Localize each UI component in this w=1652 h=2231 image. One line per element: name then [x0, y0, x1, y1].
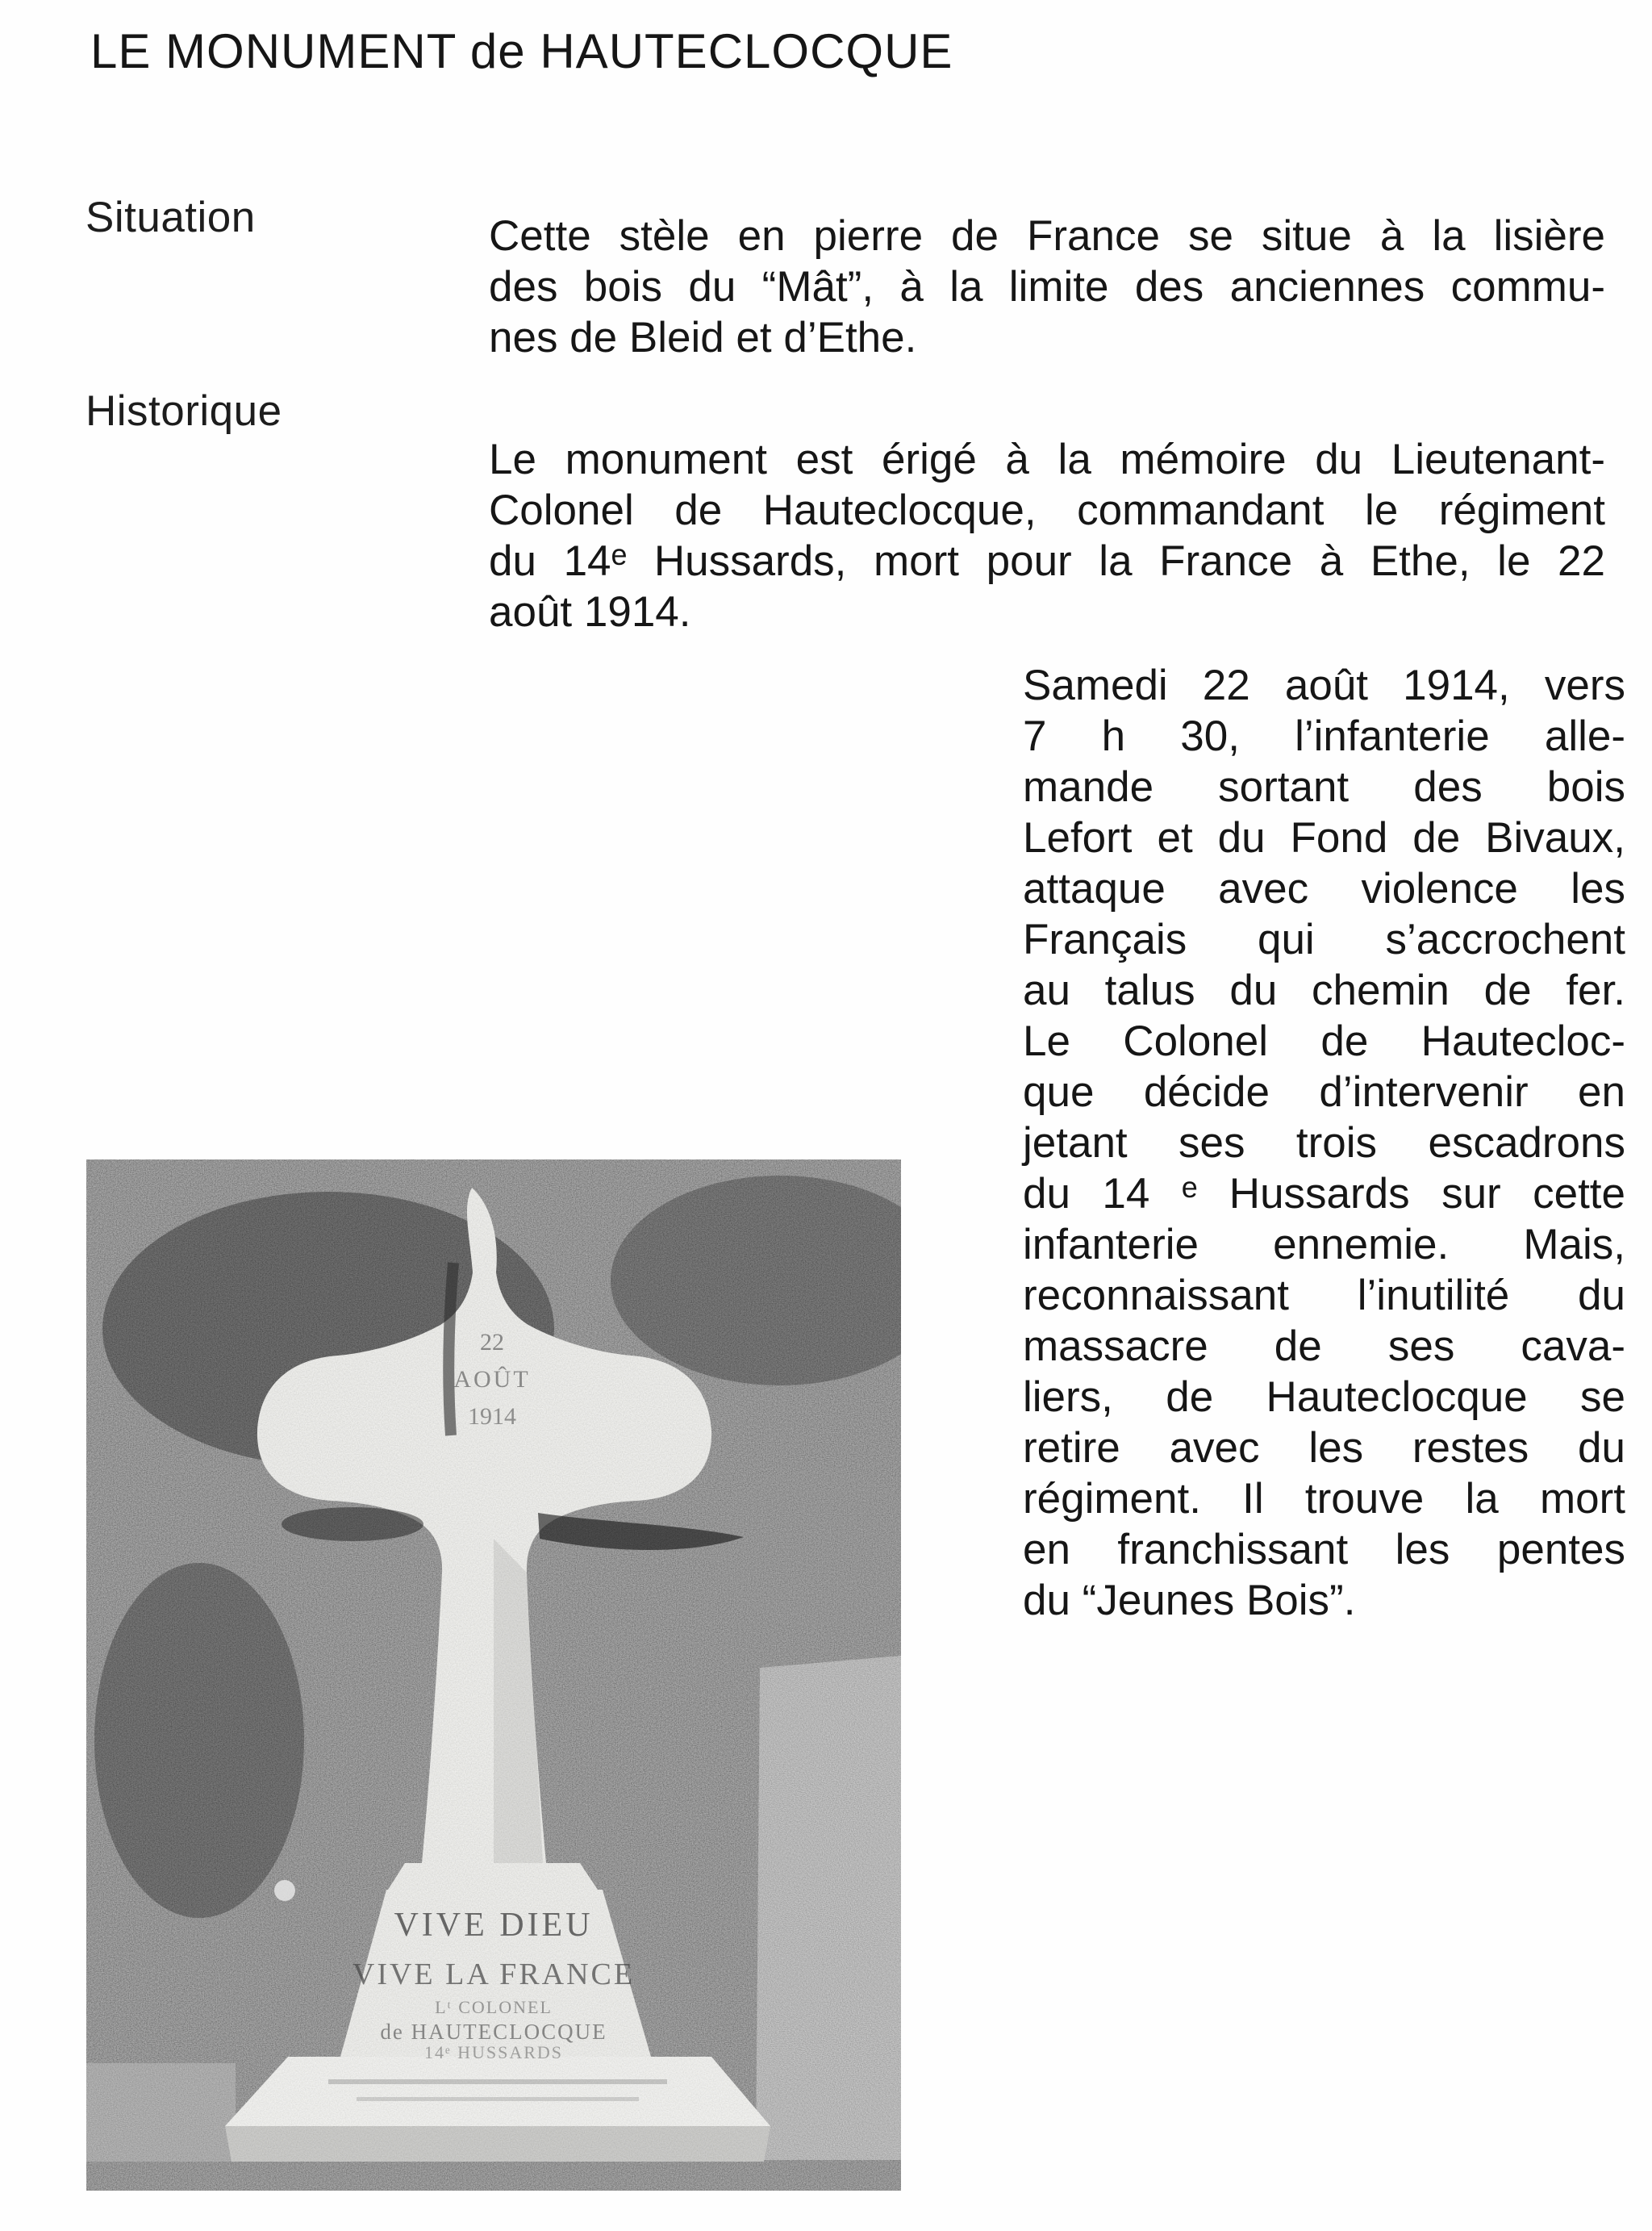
- pedestal-dedication-rank: Lᵗ COLONEL: [435, 1997, 553, 2017]
- cross-inscription-day: 22: [480, 1329, 504, 1356]
- slab-faint-text-line: [328, 2079, 667, 2084]
- section-heading-situation: Situation: [86, 194, 256, 241]
- left-arm-shadow: [282, 1507, 423, 1541]
- monument-photo: [86, 1159, 901, 2191]
- cross-inscription-month: AOÛT: [453, 1366, 531, 1393]
- monument-neck-step: [388, 1863, 598, 1890]
- grass-texture-left: [86, 2063, 236, 2162]
- cross-crack-shadow: [448, 1263, 453, 1435]
- pedestal-motto-line2: VIVE LA FRANCE: [352, 1957, 636, 1991]
- foliage-shadow-patch: [94, 1563, 304, 1918]
- slab-front-shade: [225, 2126, 770, 2162]
- page-title: LE MONUMENT de HAUTECLOCQUE: [90, 24, 953, 78]
- pedestal-motto-line1: VIVE DIEU: [394, 1907, 594, 1944]
- section-heading-historique: Historique: [86, 387, 282, 435]
- pedestal-dedication-name: de HAUTECLOCQUE: [380, 2020, 607, 2044]
- monument-photo-image: [86, 1159, 901, 2191]
- grass-texture-right: [756, 1656, 901, 2160]
- situation-paragraph: Cette stèle en pierre de France se situe à la lisière des bois du “Mât”, à la limite des anciennes commu- nes de Bleid et d’Ethe.: [489, 212, 1605, 361]
- slab-highlight: [225, 2057, 770, 2126]
- flower-highlight: [274, 1880, 295, 1901]
- narrative-paragraph: Samedi 22 août 1914, vers 7 h 30, l’infanterie alle- mande sortant des bois Lefort et du Fond de Bivaux, attaque avec violence les Français qui s’accrochent au talus du chemin de fer. Le Colonel de Hautecloc- que décide d’intervenir en jetant ses trois escadrons du 14 ᵉ Hussards sur cette infanterie ennemie. Mais, reconnaissant l’inutilité du massacre de ses cava- liers, de Hauteclocque se retire avec les restes du régiment. Il trouve la mort en franchissant les pentes du “Jeunes Bois”.: [1023, 662, 1625, 1624]
- pedestal-dedication-unit: 14ᵉ HUSSARDS: [423, 2042, 564, 2062]
- historique-paragraph: Le monument est érigé à la mémoire du Lieutenant- Colonel de Hauteclocque, commandant le régiment du 14ᵉ Hussards, mort pour la France à Ethe, le 22 août 1914.: [489, 436, 1605, 636]
- cross-inscription-year: 1914: [468, 1403, 516, 1430]
- slab-faint-text-line: [357, 2097, 639, 2101]
